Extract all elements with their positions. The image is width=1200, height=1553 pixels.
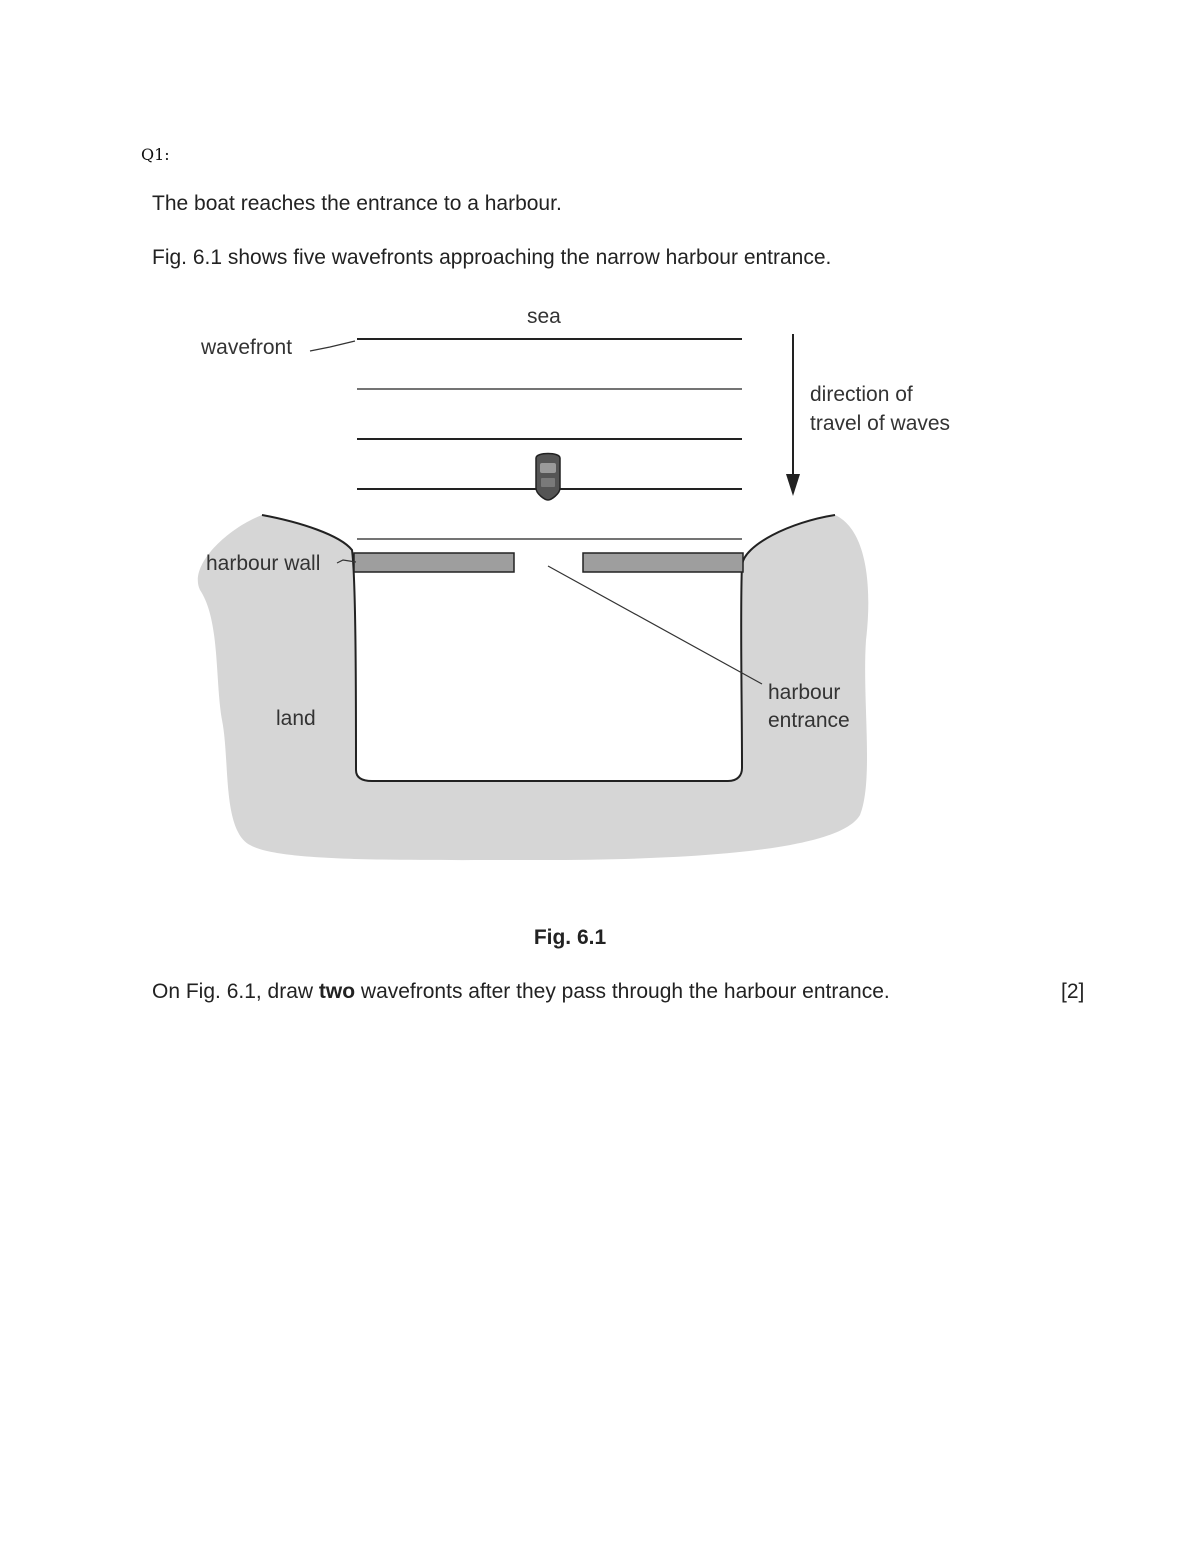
question-intro: The boat reaches the entrance to a harbour. <box>152 192 562 215</box>
harbour-wall-label: harbour wall <box>206 552 321 575</box>
land-label: land <box>276 707 316 730</box>
instruction-emphasis: two <box>318 980 356 1003</box>
marks-label: [2] <box>1061 980 1085 1003</box>
figure-caption: Fig. 6.1 <box>533 926 607 949</box>
boat-icon <box>536 454 560 501</box>
entrance-leader-line <box>548 566 762 684</box>
harbour-wall-right <box>583 553 743 572</box>
harbour-wall-left <box>354 553 514 572</box>
direction-label-line1: direction of <box>810 383 913 406</box>
wavefront-leader-line <box>310 341 355 351</box>
harbour-entrance-label-line1: harbour <box>768 681 841 704</box>
wavefront-label: wavefront <box>201 336 293 359</box>
question-instruction <box>152 980 890 1004</box>
question-number: Q1: <box>141 145 170 164</box>
direction-label-line2: travel of waves <box>810 412 951 435</box>
direction-arrow-icon <box>786 474 800 496</box>
figure-reference-text: Fig. 6.1 shows five wavefronts approaching the narrow harbour entrance. <box>152 246 832 269</box>
instruction-text-before: On Fig. 6.1, draw <box>152 980 319 1003</box>
sea-label: sea <box>527 305 561 328</box>
harbour-entrance-label-line2: entrance <box>768 709 850 732</box>
instruction-text-after: wavefronts after they pass through the harbour entrance. <box>355 980 890 1003</box>
